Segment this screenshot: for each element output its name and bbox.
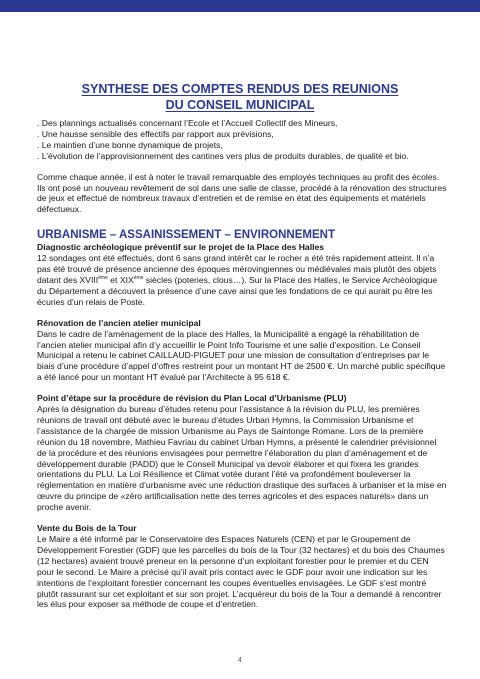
- diagnostic-text: 12 sondages ont été effectués, dont 6 sans grand intérêt car le rocher a été très rapidement atteint. Il n’a pas été trouvé de présence ancienne des époques mérovingiennes ou médiévales mais plutôt des objets datant des XVIIIème et XIXème siècles (poteries, clous…). Sur la Place des Halles, le Service Archéologique du Département a découvert la présence d’une cave ainsi que les fondations de ce qui aurait pu être les écuries d’un relais de Poste.: [37, 253, 438, 307]
- list-item: . Le maintien d’une bonne dynamique de projets,: [37, 139, 223, 150]
- renovation-block: [37, 318, 447, 383]
- renovation-heading: Rénovation de l’ancien atelier municipal: [37, 317, 201, 328]
- diagnostic-heading: Diagnostic archéologique préventif sur le projet de la Place des Halles: [37, 242, 325, 253]
- header-band: [0, 0, 480, 12]
- list-item: . L’évolution de l’approvisionnement des cantines vers plus de produits durables, de qualité et bio.: [37, 150, 409, 161]
- diagnostic-block: [37, 242, 447, 307]
- section-title: URBANISME – ASSAINISSEMENT – ENVIRONNEMENT: [37, 229, 335, 242]
- list-item: . Une hausse sensible des effectifs par rapport aux prévisions,: [37, 128, 274, 139]
- page-title-line-1: SYNTHESE DES COMPTES RENDUS DES REUNIONS: [81, 82, 399, 96]
- bois-block: [37, 523, 447, 610]
- plu-text: Après la désignation du bureau d’études retenu pour l’assistance à la révision du PLU, les premières réunions de travail ont débuté avec le bureau d’études Urban Hymns, la Commission Urbanisme et l’assistance de la chargée de mission Urbanisme au Pays de Saintonge Romane. Lors de la première réunion du 18 novembre, Mathieu Favriau du cabinet Urban Hymns, a présenté le calendrier prévisionnel de la procédure et des réunions envisagées pour permettre l’élaboration du plan d’aménagement et de développement durable (PADD) que le Conseil Municipal va devoir élaborer et qui fixera les grandes orientations du PLU. La Loi Résilience et Climat votée durant l’été va profondément bouleverser la réglementation en matière d’urbanisme avec une réduction drastique des surfaces à urbaniser et la mise en œuvre du principe de «zéro artificialisation nette des terres agricoles et des espaces naturels» dans un proche avenir.: [37, 404, 447, 513]
- plu-heading: Point d’étape sur la procédure de révision du Plan Local d’Urbanisme (PLU): [37, 393, 347, 404]
- page-number: 4: [238, 657, 242, 664]
- renovation-text: Dans le cadre de l’aménagement de la place des Halles, la Municipalité a engagé la réhabilitation de l’ancien atelier municipal afin d’y accueillir le Point Info Tourisme et une salle d’exposition. Le Conseil Municipal a retenu le cabinet CAILLAUD-PIGUET pour une mission de consultation d’entreprises par le biais d’une procédure d’appel d’offres restreint pour un montant HT de 2500 €. Un marché public spécifique a été lancé pour un montant HT évalué par l’Architecte à 95 618 €.: [37, 328, 446, 383]
- page-title: [0, 81, 480, 113]
- bois-text: Le Maire a été informé par le Conservatoire des Espaces Naturels (CEN) et par le Groupement de Développement Forestier (GDF) que les parcelles du bois de la Tour (32 hectares) et du bois des Chaumes (12 hectares) avaient trouvé preneur en la personne d’un exploitant forestier pour le premier et du CEN pour le second. Le Maire a précisé qu’il avait pris contact avec le GDF pour avoir une indication sur les intentions de l’exploitant forestier concernant les coupes éventuelles envisagées. Le GDF s’est montré plutôt rassurant sur cet exploitant et sur son projet. L’acquéreur du bois de la Tour a demandé à rencontrer les élus pour exposer sa méthode de coupe et d’entretien.: [37, 534, 445, 610]
- document-body: [37, 118, 447, 610]
- page-title-line-2: DU CONSEIL MUNICIPAL: [165, 98, 315, 112]
- list-item: . Des plannings actualisés concernant l’Ecole et l’Accueil Collectif des Mineurs,: [37, 118, 338, 128]
- bois-heading: Vente du Bois de la Tour: [37, 523, 137, 534]
- plu-block: [37, 393, 447, 513]
- intro-bullet-list: [37, 118, 447, 162]
- intro-paragraph: Comme chaque année, il est à noter le travail remarquable des employés techniques au profit des écoles. Ils ont posé un nouveau revêtement de sol dans une salle de classe, procédé à la rénovation des structures de jeux et effectué de nombreux travaux d’entretien et de remise en état des équipements et matériels défectueux.: [37, 171, 447, 215]
